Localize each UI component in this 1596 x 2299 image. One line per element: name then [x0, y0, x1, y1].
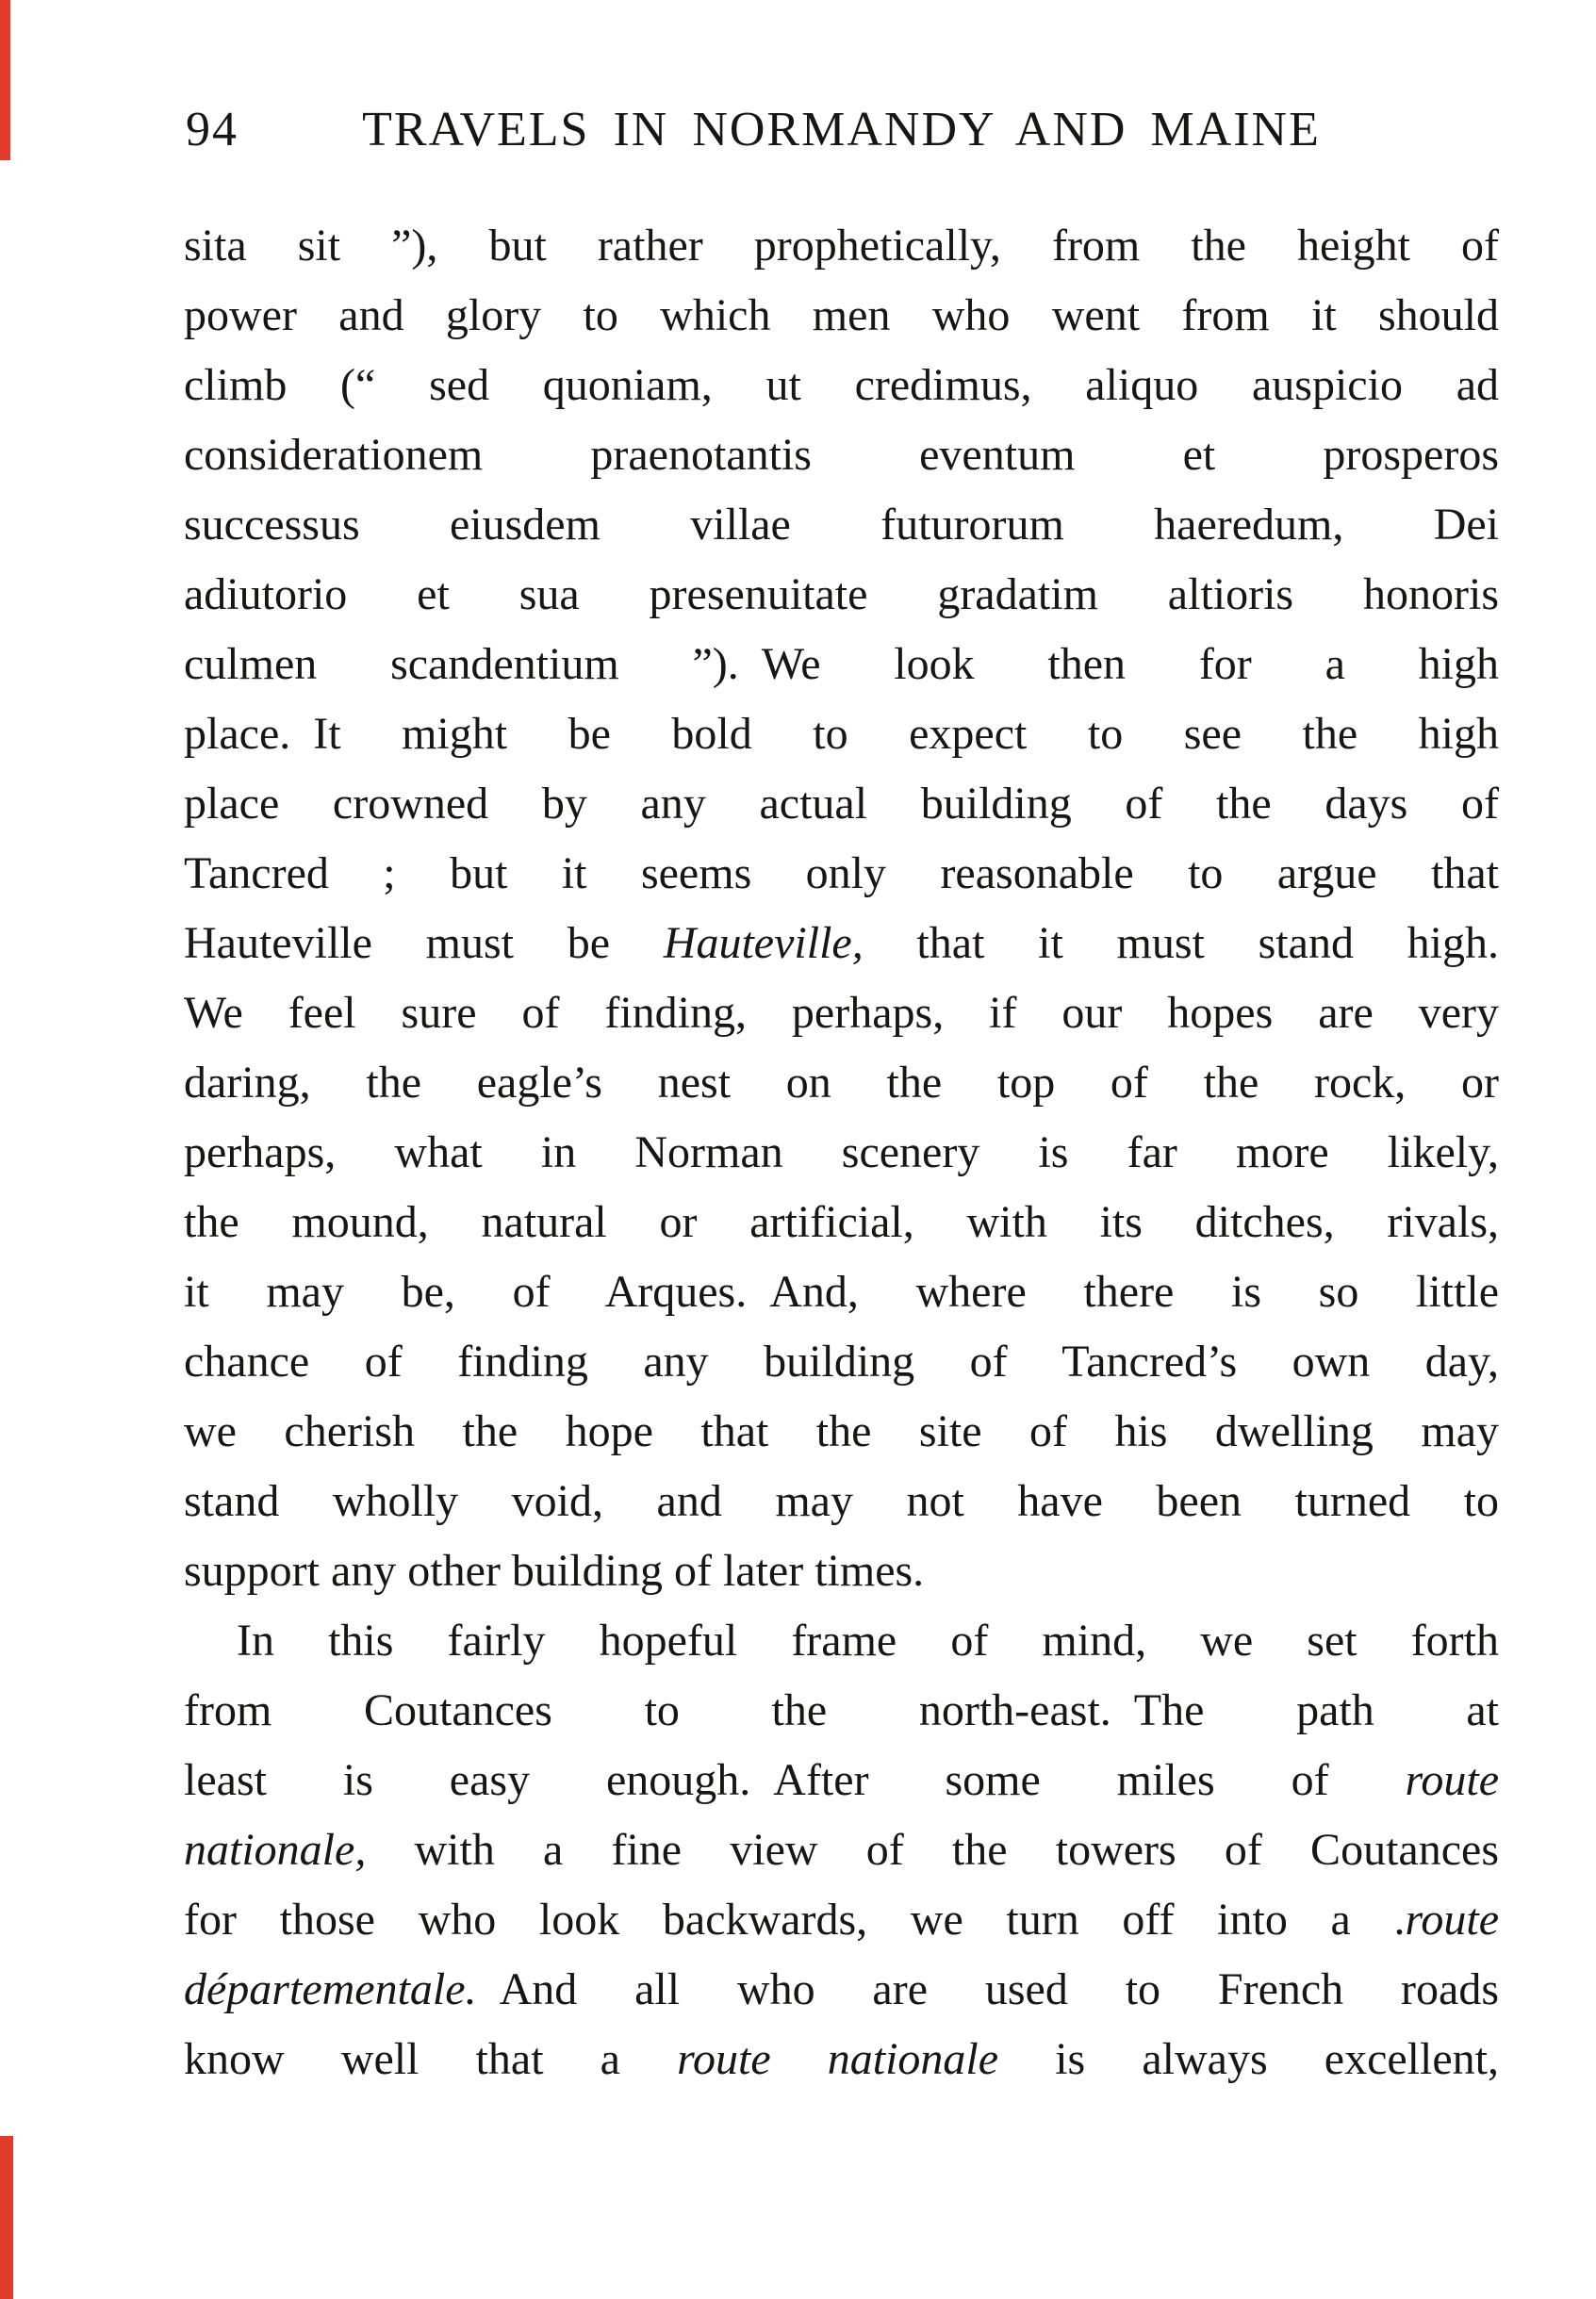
text-segment: the mound, natural or artificial, with its ditches, rivals,	[184, 1197, 1499, 1247]
text-line	[184, 2025, 1499, 2094]
text-segment: sita sit ”), but rather prophetically, from the height of	[184, 221, 1499, 271]
page-number: 94	[186, 103, 239, 156]
text-line	[184, 769, 1499, 839]
text-segment: daring, the eagle’s nest on the top of the rock, or	[184, 1058, 1499, 1108]
text-line	[184, 909, 1499, 978]
text-segment: is always excellent,	[998, 2034, 1499, 2084]
text-line	[184, 1048, 1499, 1118]
text-line	[184, 1815, 1499, 1885]
text-segment: power and glory to which men who went from it should	[184, 290, 1499, 340]
text-segment: In this fairly hopeful frame of mind, we set forth	[237, 1616, 1499, 1666]
text-segment: least is easy enough. After some miles of	[184, 1755, 1406, 1805]
text-segment: know well that a	[184, 2034, 678, 2084]
text-line	[184, 1536, 1499, 1606]
text-segment: for those who look backwards, we turn off into a .	[184, 1895, 1406, 1945]
text-line	[184, 1467, 1499, 1536]
text-segment: Tancred ; but it seems only reasonable to argue that	[184, 848, 1499, 898]
text-line	[184, 699, 1499, 769]
text-line	[184, 490, 1499, 560]
italic-text-segment: route	[1405, 1755, 1499, 1805]
text-segment: support any other building of later times.	[184, 1546, 925, 1596]
text-line	[184, 560, 1499, 630]
text-segment: from Coutances to the north-east. The path at	[184, 1685, 1499, 1735]
text-segment: chance of finding any building of Tancred’s own day,	[184, 1337, 1499, 1387]
running-header	[184, 104, 1499, 160]
text-line	[184, 1397, 1499, 1467]
text-segment: with a fine view of the towers of Coutances	[366, 1825, 1499, 1875]
text-line	[184, 1606, 1499, 1676]
text-line	[184, 1955, 1499, 2025]
text-segment: it may be, of Arques. And, where there is so little	[184, 1267, 1499, 1317]
text-segment: we cherish the hope that the site of his dwelling may	[184, 1406, 1499, 1456]
text-segment: culmen scandentium ”). We look then for a high	[184, 639, 1499, 689]
text-line	[184, 1676, 1499, 1746]
italic-text-segment: nationale,	[184, 1825, 367, 1875]
text-line	[184, 1257, 1499, 1327]
text-segment: place crowned by any actual building of the days of	[184, 779, 1499, 829]
text-line	[184, 839, 1499, 909]
header-title: TRAVELS IN NORMANDY AND MAINE	[362, 103, 1321, 156]
text-segment: stand wholly void, and may not have been turned to	[184, 1476, 1499, 1526]
scan-edge-artifact-bottom	[0, 2136, 13, 2299]
text-segment: We feel sure of finding, perhaps, if our hopes are very	[184, 988, 1499, 1038]
text-line	[184, 1327, 1499, 1397]
text-line	[184, 420, 1499, 490]
text-line	[184, 1118, 1499, 1188]
text-segment: considerationem praenotantis eventum et prosperos	[184, 430, 1499, 480]
text-line	[184, 630, 1499, 699]
text-line	[184, 211, 1499, 281]
page-body-text	[184, 211, 1499, 2094]
text-line	[184, 1746, 1499, 1815]
italic-text-segment: route	[1405, 1895, 1499, 1945]
text-line	[184, 351, 1499, 420]
text-segment: climb (“ sed quoniam, ut credimus, aliquo auspicio ad	[184, 360, 1499, 410]
text-segment: perhaps, what in Norman scenery is far more likely,	[184, 1127, 1499, 1177]
text-line	[184, 1885, 1499, 1955]
text-segment: that it must stand high.	[863, 918, 1500, 968]
text-line	[184, 1188, 1499, 1257]
text-line	[184, 978, 1499, 1048]
italic-text-segment: départementale.	[184, 1964, 477, 2014]
italic-text-segment: Hauteville,	[663, 918, 864, 968]
scan-edge-artifact-top	[0, 0, 10, 160]
text-segment: place. It might be bold to expect to see the high	[184, 709, 1499, 759]
italic-text-segment: route nationale	[677, 2034, 999, 2084]
text-segment: Hauteville must be	[184, 918, 664, 968]
text-segment: successus eiusdem villae futurorum haeredum, Dei	[184, 500, 1499, 550]
text-segment: And all who are used to French roads	[476, 1964, 1499, 2014]
text-segment: adiutorio et sua presenuitate gradatim altioris honoris	[184, 569, 1499, 619]
text-line	[184, 281, 1499, 351]
